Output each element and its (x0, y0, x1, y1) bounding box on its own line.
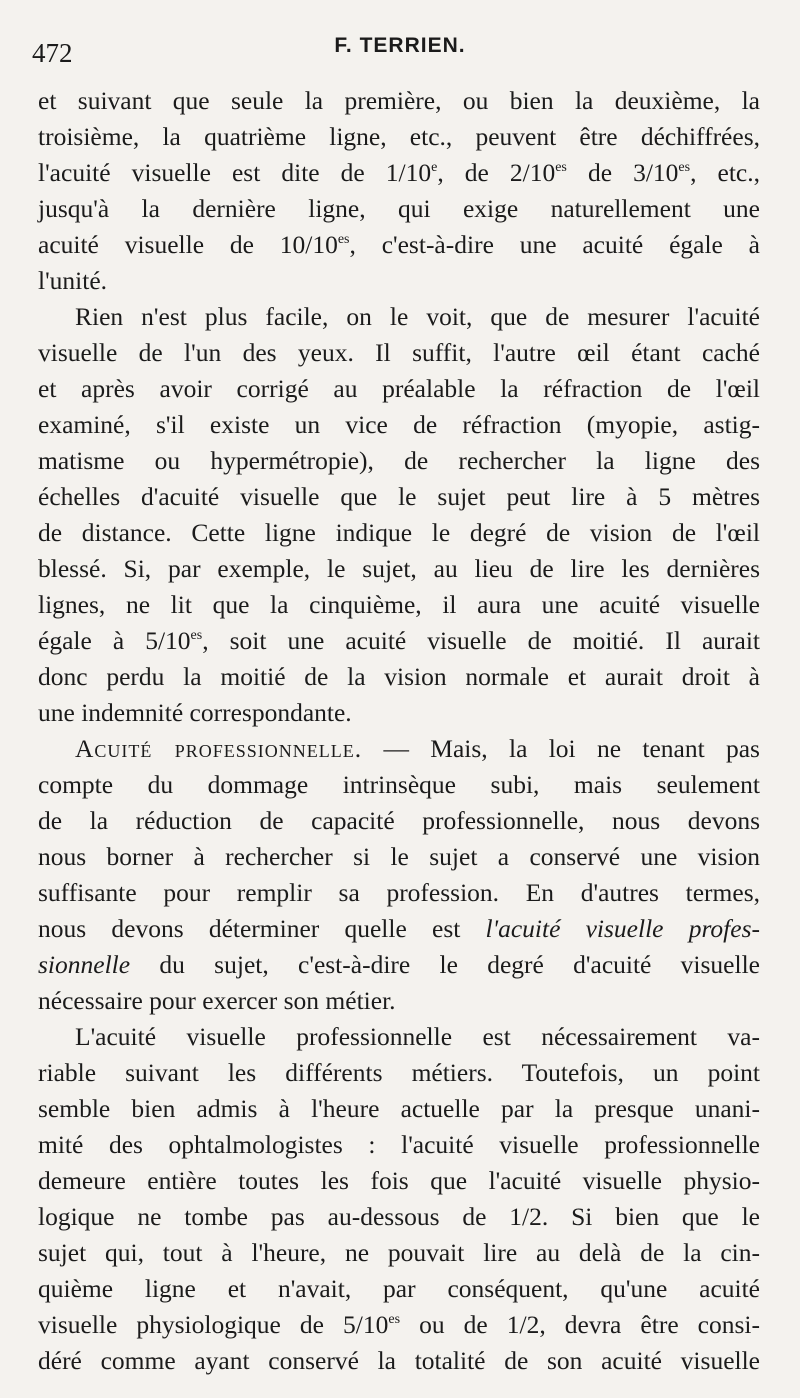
italic-term: sionnelle (38, 950, 131, 979)
italic-term: l'acuité visuelle profes- (485, 914, 760, 943)
text-line: demeure entière toutes les fois que l'acuité visuelle physio- (38, 1166, 760, 1195)
text-line (38, 912, 760, 948)
ordinal-superscript: es (555, 160, 567, 175)
ordinal-superscript: e (431, 160, 438, 175)
ordinal-superscript: es (678, 160, 691, 175)
ordinal-superscript: es (190, 628, 203, 643)
text-line (75, 732, 760, 768)
text-line: échelles d'acuité visuelle que le sujet peut lire à 5 mètres (38, 482, 760, 511)
text-line: donc perdu la moitié de la vision normale et aurait droit à (38, 662, 760, 691)
text-line: et après avoir corrigé au préalable la réfraction de l'œil (38, 374, 760, 403)
text-run: nous devons déterminer quelle est (38, 914, 486, 943)
ordinal-superscript: es (337, 232, 350, 247)
text-line: nécessaire pour exercer son métier. (38, 986, 396, 1015)
text-line: blessé. Si, par exemple, le sujet, au lieu de lire les dernières (38, 554, 760, 583)
text-line: quième ligne et n'avait, par conséquent, qu'une acuité (38, 1274, 760, 1303)
page-number: 472 (32, 38, 73, 68)
text-line: troisième, la quatrième ligne, etc., peuvent être déchiffrées, (38, 122, 760, 151)
text-line: visuelle physiologique de $5/10^{es}$ ou de 1/2, devra être consi- (38, 1310, 760, 1339)
text-line: de la réduction de capacité professionnelle, nous devons (38, 806, 760, 835)
text-line: semble bien admis à l'heure actuelle par la presque unani- (38, 1094, 760, 1123)
text-line: égale à $5/10^{es}$, soit une acuité visuelle de moitié. Il aurait (38, 626, 760, 655)
text-line: compte du dommage intrinsèque subi, mais seulement (38, 770, 760, 799)
text-line: matisme ou hypermétropie), de rechercher la ligne des (38, 446, 760, 475)
text-line: lignes, ne lit que la cinquième, il aura une acuité visuelle (38, 590, 760, 619)
running-head: F. TERRIEN. (334, 34, 466, 57)
text-line: visuelle de l'un des yeux. Il suffit, l'autre œil étant caché (38, 338, 760, 367)
ordinal-superscript: es (388, 1312, 401, 1327)
text-line: jusqu'à la dernière ligne, qui exige naturellement une (38, 194, 760, 223)
text-line: mité des ophtalmologistes : l'acuité visuelle professionnelle (38, 1130, 760, 1159)
text-line: déré comme ayant conservé la totalité de son acuité visuelle (38, 1346, 760, 1375)
text-line: une indemnité correspondante. (38, 698, 352, 727)
text-run: du sujet, c'est-à-dire le degré d'acuité visuelle (130, 950, 760, 979)
text-line: acuité visuelle de $10/10^{es}$, c'est-à-dire une acuité égale à (38, 230, 760, 259)
text-line: l'acuité visuelle est dite de 1/10e, de $2/10^{es}$ de $3/10^{es}$, etc., (38, 158, 760, 187)
text-line: de distance. Cette ligne indique le degré de vision de l'œil (38, 518, 760, 547)
text-line (38, 948, 760, 984)
text-line: riable suivant les différents métiers. Toutefois, un point (38, 1058, 760, 1087)
text-run: — Mais, la loi ne tenant pas (362, 734, 760, 763)
text-line: logique ne tombe pas au-dessous de 1/2. Si bien que le (38, 1202, 760, 1231)
text-line: l'unité. (38, 266, 108, 295)
text-line: examiné, s'il existe un vice de réfraction (myopie, astig- (38, 410, 760, 439)
text-line: suffisante pour remplir sa profession. En d'autres termes, (38, 878, 760, 907)
section-heading: Acuité professionnelle. (75, 734, 363, 763)
text-line: L'acuité visuelle professionnelle est nécessairement va- (75, 1022, 760, 1051)
text-line: sujet qui, tout à l'heure, ne pouvait lire au delà de la cin- (38, 1238, 760, 1267)
text-line: Rien n'est plus facile, on le voit, que de mesurer l'acuité (75, 302, 760, 331)
page-header (0, 30, 800, 68)
text-line: nous borner à rechercher si le sujet a conservé une vision (38, 842, 760, 871)
text-line: et suivant que seule la première, ou bien la deuxième, la (38, 86, 760, 115)
